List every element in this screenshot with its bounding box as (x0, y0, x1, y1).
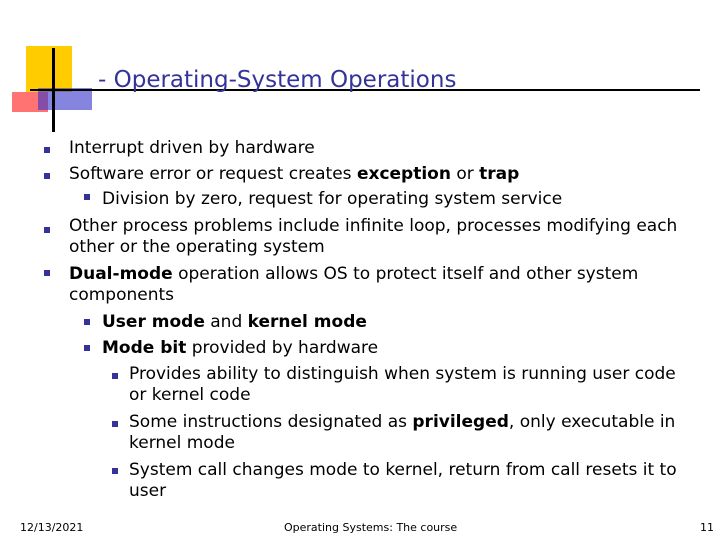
bullet-item (129, 364, 689, 406)
bullet-square-icon (84, 319, 90, 325)
bullet-item (102, 312, 682, 333)
bullet-square-icon (44, 147, 50, 153)
bullet-text: System call changes mode to kernel, return from call resets it to user (129, 460, 677, 501)
bullet-text: Other process problems include infinite loop, processes modifying each other or the operating system (69, 216, 678, 257)
bullet-square-icon (112, 421, 118, 427)
bullet-square-icon (112, 468, 118, 474)
bullet-text: and (204, 312, 248, 332)
bullet-item (69, 164, 689, 185)
bullet-text: Interrupt driven by hardware (69, 138, 315, 158)
bold-term: privileged (412, 412, 509, 432)
bullet-text: Provides ability to distinguish when system is running user code or kernel code (129, 364, 676, 405)
bold-term: User mode (102, 312, 205, 332)
page-number: 11 (700, 521, 714, 534)
footer-course-title: Operating Systems: The course (284, 521, 458, 534)
bullet-text: or (450, 164, 480, 184)
bullet-text: , only executable in kernel mode (129, 412, 676, 453)
bullet-item (69, 216, 689, 258)
bullet-item (102, 189, 682, 210)
bold-term: kernel mode (247, 312, 367, 332)
bold-term: exception (356, 164, 451, 184)
bullet-text: provided by hardware (186, 338, 379, 358)
bullet-square-icon (84, 345, 90, 351)
bullet-square-icon (44, 173, 50, 179)
bullet-text: Some instructions designated as (129, 412, 413, 432)
bold-term: Mode bit (102, 338, 187, 358)
bullet-item (129, 460, 689, 502)
bullet-text: operation allows OS to protect itself and other system components (69, 264, 639, 305)
bullet-item (129, 412, 689, 454)
bullet-item (69, 138, 689, 159)
bold-term: trap (479, 164, 520, 184)
bullet-square-icon (112, 373, 118, 379)
bullet-item (102, 338, 682, 359)
bullet-square-icon (44, 270, 50, 276)
bullet-square-icon (44, 227, 50, 233)
bullet-text: Software error or request creates (69, 164, 357, 184)
bullet-text: Division by zero, request for operating system service (102, 189, 563, 209)
bullet-square-icon (84, 194, 90, 200)
bold-term: Dual-mode (69, 264, 173, 284)
slide-title: - Operating-System Operations (98, 67, 457, 93)
footer-date: 12/13/2021 (20, 521, 84, 534)
bullet-item (69, 264, 689, 306)
